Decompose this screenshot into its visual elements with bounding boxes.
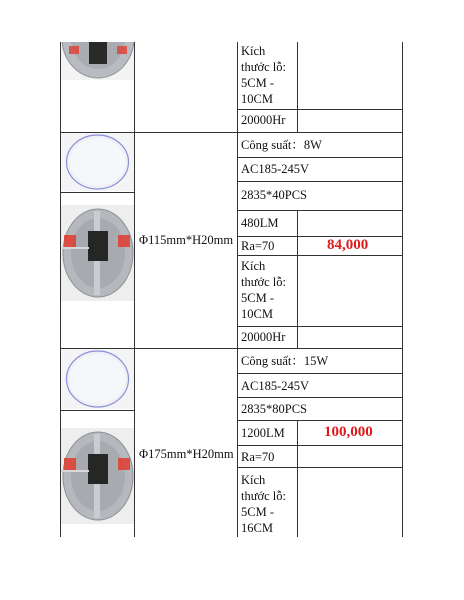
hole-size-line: Kích	[241, 44, 266, 58]
product-front-photo	[61, 349, 134, 409]
spec-separator	[237, 445, 403, 446]
spec-separator	[237, 181, 403, 182]
price-text: 100,000	[324, 424, 373, 440]
hole-size-line: 5CM -	[241, 76, 274, 90]
hole-size-line: 5CM -	[241, 291, 274, 305]
ra-text: Ra=70	[241, 239, 275, 253]
hole-size-line: 10CM	[241, 92, 273, 106]
product-back-photo	[61, 42, 134, 80]
spec-separator	[237, 157, 403, 158]
voltage-text: AC185-245V	[241, 379, 310, 393]
hole-size-line: 10CM	[241, 307, 273, 321]
table-divider-specs	[237, 42, 238, 537]
spec-separator	[237, 210, 403, 211]
power-text: Công suất：8W	[241, 138, 322, 152]
photo-separator	[60, 410, 134, 411]
lumen-text: 480LM	[241, 216, 279, 230]
lifetime-text: 20000Hr	[241, 330, 286, 344]
table-divider-photo	[134, 42, 135, 537]
ra-text: Ra=70	[241, 450, 275, 464]
dimension-text: Φ115mm*H20mm	[139, 233, 234, 247]
hole-size-line: Kích	[241, 259, 266, 273]
hole-size-line: Kích	[241, 473, 266, 487]
table-border-right	[402, 348, 403, 537]
spec-separator	[237, 397, 403, 398]
product-front-photo	[61, 133, 134, 191]
product-back-photo	[61, 428, 134, 524]
spec-separator	[237, 236, 403, 237]
hole-size-line: 5CM -	[241, 505, 274, 519]
led-text: 2835*40PCS	[241, 188, 307, 202]
hole-size-line: thước lỗ:	[241, 60, 286, 74]
price-text: 84,000	[327, 237, 369, 253]
table-border-right	[402, 132, 403, 348]
hole-size-line: 16CM	[241, 521, 273, 535]
spec-separator	[237, 109, 403, 110]
spec-separator	[237, 420, 403, 421]
spec-separator	[237, 326, 403, 327]
hole-size-line: thước lỗ:	[241, 275, 286, 289]
table-divider-price	[297, 42, 298, 132]
led-text: 2835*80PCS	[241, 402, 307, 416]
power-text: Công suất：15W	[241, 354, 329, 368]
product-back-photo	[61, 205, 134, 301]
lifetime-text: 20000Hr	[241, 113, 286, 127]
spec-separator	[237, 373, 403, 374]
lumen-text: 1200LM	[241, 426, 285, 440]
spec-separator	[237, 255, 403, 256]
voltage-text: AC185-245V	[241, 162, 310, 176]
table-divider-price	[297, 420, 298, 537]
table-border-right	[402, 42, 403, 132]
table-divider-price	[297, 210, 298, 348]
hole-size-line: thước lỗ:	[241, 489, 286, 503]
dimension-text: Φ175mm*H20mm	[139, 447, 234, 461]
spec-separator	[237, 467, 403, 468]
photo-separator	[60, 192, 134, 193]
